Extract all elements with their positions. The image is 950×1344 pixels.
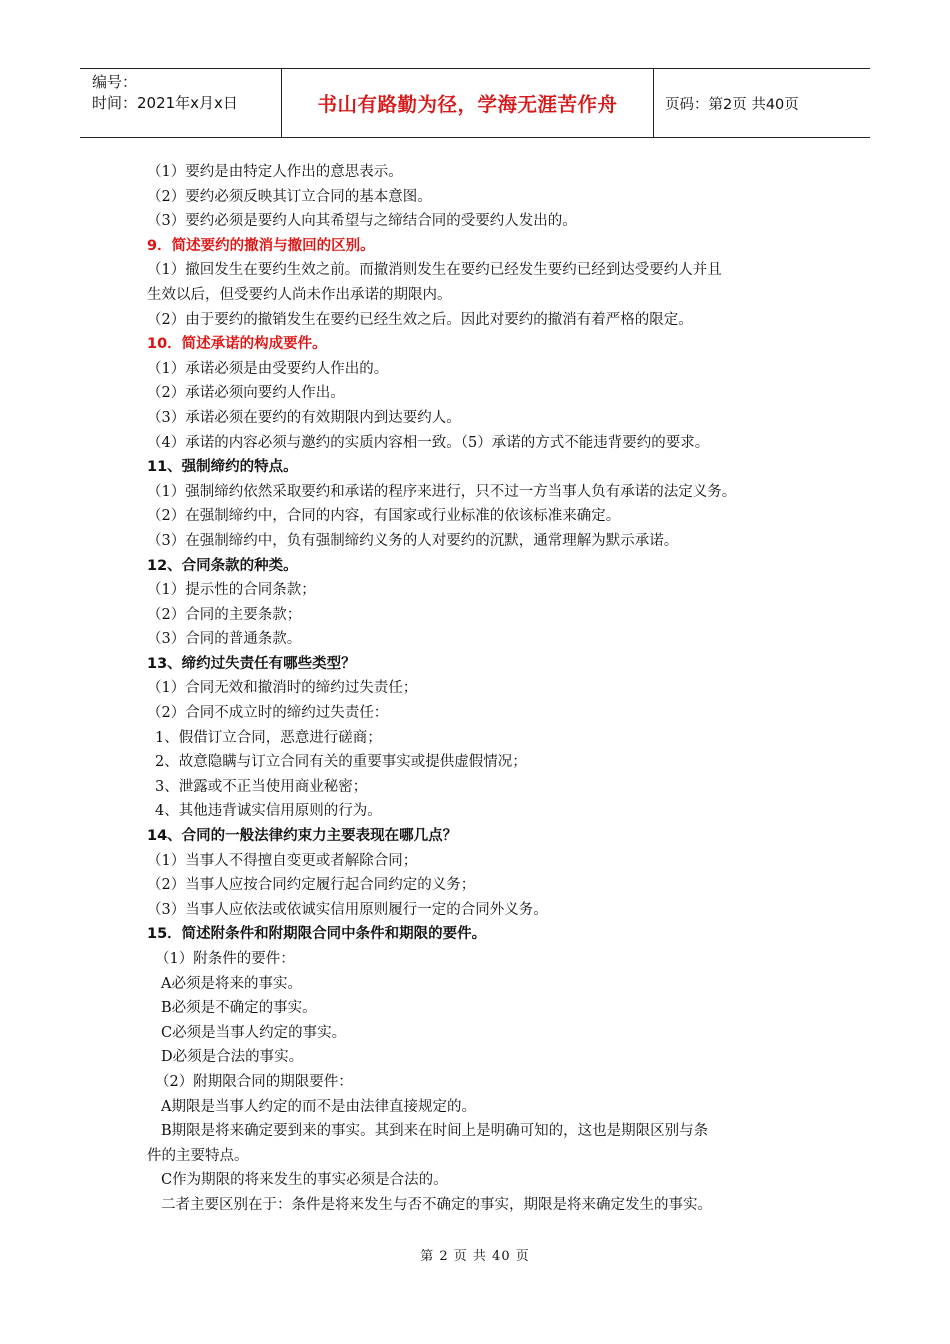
body-line: C必须是当事人约定的事实。 (161, 1024, 347, 1041)
header-motto: 书山有路勤为径，学海无涯苦作舟 (282, 69, 654, 137)
body-line: 二者主要区别在于：条件是将来发生与否不确定的事实，期限是将来确定发生的事实。 (161, 1196, 712, 1213)
document-number: 编号： (92, 73, 138, 91)
body-line: 生效以后，但受要约人尚未作出承诺的期限内。 (147, 286, 452, 303)
section-heading: 14、合同的一般法律约束力主要表现在哪几点？ (147, 828, 458, 845)
document-date: 时间：2021年x月x日 (92, 94, 238, 112)
page-header (80, 68, 870, 138)
page-footer: 第 2 页 共 40 页 (420, 1249, 530, 1264)
body-line: D必须是合法的事实。 (161, 1049, 304, 1066)
body-line: （3）在强制缔约中，负有强制缔约义务的人对要约的沉默，通常理解为默示承诺。 (147, 532, 679, 549)
section-heading: 15．简述附条件和附期限合同中条件和期限的要件。 (147, 926, 487, 943)
section-heading: 13、缔约过失责任有哪些类型？ (147, 655, 356, 672)
body-line: （3）合同的普通条款。 (147, 631, 302, 648)
body-line: （1）附条件的要件： (155, 951, 295, 967)
body-line: （2）由于要约的撤销发生在要约已经生效之后。因此对要约的撤消有着严格的限定。 (147, 311, 693, 328)
body-line: （2）当事人应按合同约定履行起合同约定的义务； (147, 877, 476, 894)
body-line: 1、假借订立合同，恶意进行磋商； (155, 729, 382, 746)
body-line: （1）强制缔约依然采取要约和承诺的程序来进行，只不过一方当事人负有承诺的法定义务。 (147, 483, 737, 500)
body-line: （1）合同无效和撤消时的缔约过失责任； (147, 680, 418, 697)
body-line: （2）合同的主要条款； (147, 606, 302, 623)
header-page-info: 页码：第2页 共40页 (665, 96, 799, 113)
body-line: （3）要约必须是要约人向其希望与之缔结合同的受要约人发出的。 (147, 213, 577, 230)
body-line: （1）要约是由特定人作出的意思表示。 (147, 164, 403, 180)
section-heading: 10．简述承诺的构成要件。 (147, 336, 327, 353)
body-line: C作为期限的将来发生的事实必须是合法的。 (161, 1172, 448, 1189)
body-line: （2）合同不成立时的缔约过失责任： (147, 705, 389, 722)
body-line: （4）承诺的内容必须与邀约的实质内容相一致。（5）承诺的方式不能违背要约的要求。 (147, 434, 710, 451)
section-heading: 11、强制缔约的特点。 (147, 459, 298, 476)
header-info (80, 69, 282, 137)
body-line: A必须是将来的事实。 (161, 975, 302, 992)
body-line: （3）承诺必须在要约的有效期限内到达要约人。 (147, 409, 461, 426)
body-line: （2）附期限合同的期限要件： (155, 1073, 353, 1090)
body-line: （1）承诺必须是由受要约人作出的。 (147, 360, 389, 377)
body-line: 件的主要特点。 (147, 1147, 249, 1164)
body-line: A期限是当事人约定的而不是由法律直接规定的。 (161, 1098, 476, 1115)
body-line: （2）在强制缔约中，合同的内容，有国家或行业标准的依该标准来确定。 (147, 508, 621, 525)
body-line: （2）要约必须反映其订立合同的基本意图。 (147, 188, 432, 205)
document-body (147, 160, 807, 1218)
body-line: B必须是不确定的事实。 (161, 1000, 317, 1017)
section-heading: 9．简述要约的撤消与撤回的区别。 (147, 237, 375, 254)
section-heading: 12、合同条款的种类。 (147, 557, 298, 574)
body-line: （3）当事人应依法或依诚实信用原则履行一定的合同外义务。 (147, 901, 548, 918)
body-line: 3、泄露或不正当使用商业秘密； (155, 778, 368, 795)
body-line: 4、其他违背诚实信用原则的行为。 (155, 803, 382, 820)
body-line: （2）承诺必须向要约人作出。 (147, 385, 345, 402)
body-line: B期限是将来确定要到来的事实。其到来在时间上是明确可知的，这也是期限区别与条 (161, 1123, 709, 1140)
body-line: （1）撤回发生在要约生效之前。而撤消则发生在要约已经发生要约已经到达受要约人并且 (147, 262, 722, 279)
body-line: 2、故意隐瞒与订立合同有关的重要事实或提供虚假情况； (155, 754, 527, 771)
body-line: （1）当事人不得擅自变更或者解除合同； (147, 852, 418, 869)
body-line: （1）提示性的合同条款； (147, 582, 316, 599)
